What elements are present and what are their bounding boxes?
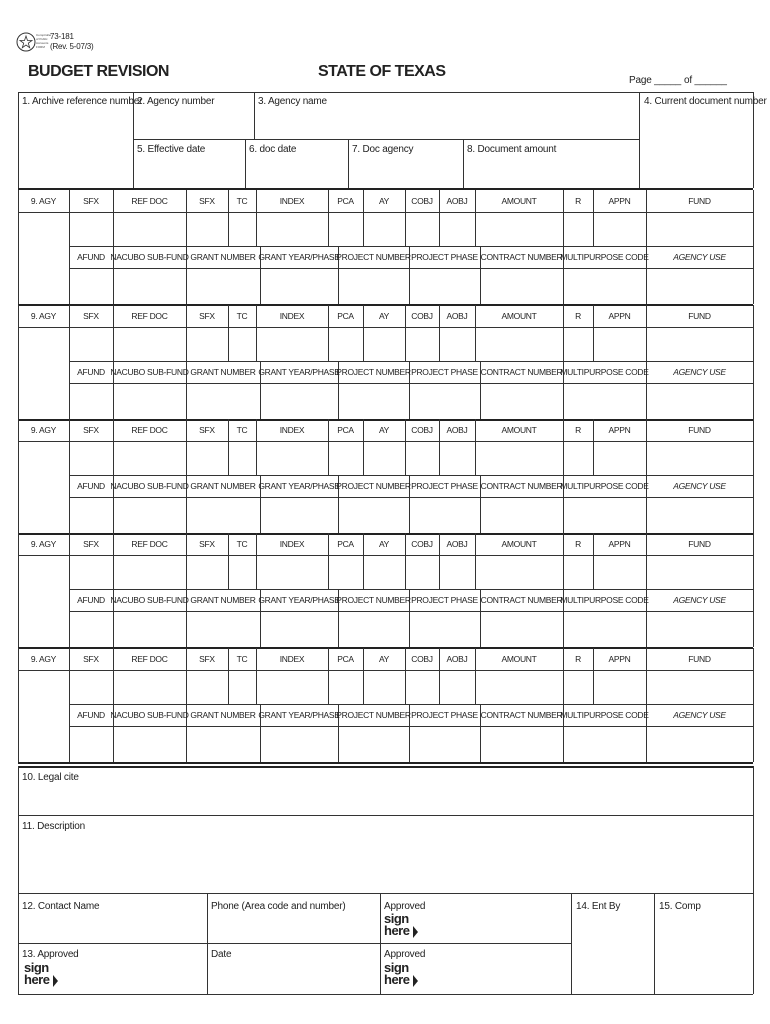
row2-header-grant-number: GRANT NUMBER: [190, 252, 256, 262]
agency-number-field[interactable]: 2. Agency number: [137, 96, 215, 107]
line-item-cell[interactable]: [363, 555, 405, 589]
line-item-cell[interactable]: [228, 555, 256, 589]
line-item-cell[interactable]: [563, 383, 646, 419]
phone-field[interactable]: Phone (Area code and number): [211, 901, 346, 912]
line-item-cell[interactable]: [439, 670, 475, 704]
row1-header-sfx: SFX: [199, 196, 215, 206]
row1-header-9-agy: 9. AGY: [30, 196, 57, 206]
line-item-cell[interactable]: [405, 327, 439, 361]
line-item-cell[interactable]: [113, 383, 186, 419]
row1-header-sfx: SFX: [83, 425, 99, 435]
line-item-cell[interactable]: [646, 212, 753, 246]
line-item-cell[interactable]: [186, 611, 260, 647]
row1-header-pca: PCA: [337, 196, 354, 206]
line-item-cell[interactable]: [405, 670, 439, 704]
line-item-cell[interactable]: [256, 327, 328, 361]
row1-header-sfx: SFX: [83, 311, 99, 321]
row2-header-project-phase: PROJECT PHASE: [411, 595, 478, 605]
line-item-cell[interactable]: [363, 327, 405, 361]
line-item-cell[interactable]: [338, 383, 409, 419]
row1-header-appn: APPN: [608, 539, 631, 549]
row1-header-ay: AY: [378, 539, 390, 549]
line-item-cell[interactable]: [69, 726, 113, 762]
row1-header-index: INDEX: [279, 425, 305, 435]
row1-header-index: INDEX: [279, 654, 305, 664]
date-field[interactable]: Date: [211, 949, 232, 960]
row1-header-sfx: SFX: [83, 196, 99, 206]
line-item-cell[interactable]: [228, 212, 256, 246]
line-item-cell[interactable]: [69, 611, 113, 647]
row2-header-afund: AFUND: [77, 252, 105, 262]
row1-header-r: R: [575, 425, 581, 435]
line-item-cell[interactable]: [113, 611, 186, 647]
row1-header-aobj: AOBJ: [446, 654, 468, 664]
row1-header-aobj: AOBJ: [446, 425, 468, 435]
line-item-cell[interactable]: [113, 555, 186, 589]
row2-header-project-number: PROJECT NUMBER: [336, 481, 411, 491]
line-item-cell[interactable]: [328, 212, 363, 246]
row1-header-cobj: COBJ: [411, 311, 433, 321]
line-item-cell[interactable]: [363, 441, 405, 475]
row2-header-nacubo-sub-fund: NACUBO SUB-FUND: [110, 367, 189, 377]
row2-header-grant-year-phase: GRANT YEAR/PHASE: [258, 367, 340, 377]
row1-header-amount: AMOUNT: [501, 425, 537, 435]
line-item-cell[interactable]: [646, 268, 753, 304]
row2-header-grant-number: GRANT NUMBER: [190, 481, 256, 491]
line-item-cell[interactable]: [69, 670, 113, 704]
line-item-cell[interactable]: [260, 383, 338, 419]
row1-header-ay: AY: [378, 425, 390, 435]
line-item-cell[interactable]: [475, 327, 563, 361]
row1-header-cobj: COBJ: [411, 196, 433, 206]
row2-header-grant-number: GRANT NUMBER: [190, 710, 256, 720]
line-item-cell[interactable]: [563, 441, 593, 475]
row2-header-agency-use: AGENCY USE: [673, 367, 726, 377]
line-item-cell[interactable]: [409, 497, 480, 533]
row1-header-aobj: AOBJ: [446, 311, 468, 321]
form-number: 73-181: [50, 32, 74, 41]
line-item-cell[interactable]: [593, 441, 646, 475]
row2-header-project-number: PROJECT NUMBER: [336, 710, 411, 720]
line-item-cell[interactable]: [563, 611, 646, 647]
line-item-cell[interactable]: [69, 441, 113, 475]
row2-header-afund: AFUND: [77, 710, 105, 720]
current-doc-number-field[interactable]: 4. Current document number: [644, 96, 767, 107]
row1-header-fund: FUND: [688, 425, 711, 435]
row1-header-ref-doc: REF DOC: [131, 654, 168, 664]
row1-header-ref-doc: REF DOC: [131, 196, 168, 206]
row1-header-ay: AY: [378, 654, 390, 664]
line-item-cell[interactable]: [186, 441, 228, 475]
top-border: [18, 92, 753, 93]
row1-header-pca: PCA: [337, 654, 354, 664]
row1-header-fund: FUND: [688, 311, 711, 321]
row1-header-fund: FUND: [688, 539, 711, 549]
line-item-cell[interactable]: [338, 611, 409, 647]
line-item-cell[interactable]: [439, 212, 475, 246]
row1-header-fund: FUND: [688, 196, 711, 206]
line-item-cell[interactable]: [439, 555, 475, 589]
line-item-cell[interactable]: [409, 726, 480, 762]
row1-header-ref-doc: REF DOC: [131, 425, 168, 435]
row1-header-tc: TC: [236, 539, 248, 549]
line-item-cell[interactable]: [69, 212, 113, 246]
seal-caption: Comptroller of Public Accounts FORM: [36, 33, 52, 49]
line-item-cell[interactable]: [338, 726, 409, 762]
row1-header-ay: AY: [378, 311, 390, 321]
ent-by-field[interactable]: 14. Ent By: [576, 901, 621, 912]
row2-header-nacubo-sub-fund: NACUBO SUB-FUND: [110, 252, 189, 262]
row1-header-appn: APPN: [608, 196, 631, 206]
line-item-cell[interactable]: [563, 726, 646, 762]
row1-header-cobj: COBJ: [411, 425, 433, 435]
line-item-cell[interactable]: [480, 268, 563, 304]
row1-header-aobj: AOBJ: [446, 196, 468, 206]
row1-header-pca: PCA: [337, 539, 354, 549]
sign-here-2: sign here: [384, 962, 418, 987]
row2-header-grant-year-phase: GRANT YEAR/PHASE: [258, 710, 340, 720]
row2-header-contract-number: CONTRACT NUMBER: [480, 481, 563, 491]
line-item-cell[interactable]: [338, 497, 409, 533]
row2-header-project-number: PROJECT NUMBER: [336, 367, 411, 377]
line-item-cell[interactable]: [593, 327, 646, 361]
line-item-cell[interactable]: [475, 212, 563, 246]
line-item-cell[interactable]: [186, 268, 260, 304]
line-item-cell[interactable]: [260, 611, 338, 647]
line-item-cell[interactable]: [328, 555, 363, 589]
row1-header-9-agy: 9. AGY: [30, 311, 57, 321]
row1-header-appn: APPN: [608, 311, 631, 321]
line-item-cell[interactable]: [405, 441, 439, 475]
row1-header-index: INDEX: [279, 196, 305, 206]
line-item-cell[interactable]: [328, 441, 363, 475]
row1-header-appn: APPN: [608, 425, 631, 435]
row1-header-aobj: AOBJ: [446, 539, 468, 549]
row2-header-nacubo-sub-fund: NACUBO SUB-FUND: [110, 710, 189, 720]
row1-header-9-agy: 9. AGY: [30, 425, 57, 435]
row1-header-9-agy: 9. AGY: [30, 654, 57, 664]
legal-cite-field[interactable]: 10. Legal cite: [22, 772, 79, 783]
row1-header-sfx: SFX: [199, 425, 215, 435]
row2-header-multipurpose-code: MULTIPURPOSE CODE: [560, 481, 649, 491]
line-item-cell[interactable]: [113, 212, 186, 246]
row1-header-9-agy: 9. AGY: [30, 539, 57, 549]
line-item-cell[interactable]: [363, 212, 405, 246]
row2-header-contract-number: CONTRACT NUMBER: [480, 252, 563, 262]
line-item-cell[interactable]: [475, 441, 563, 475]
line-item-cell[interactable]: [563, 268, 646, 304]
row1-header-amount: AMOUNT: [501, 539, 537, 549]
doc-agency-field[interactable]: 7. Doc agency: [352, 144, 414, 155]
arrow-right-icon: [413, 926, 418, 938]
comp-field[interactable]: 15. Comp: [659, 901, 701, 912]
row2-header-project-phase: PROJECT PHASE: [411, 367, 478, 377]
line-item-cell[interactable]: [186, 212, 228, 246]
row2-header-afund: AFUND: [77, 367, 105, 377]
line-item-cell[interactable]: [563, 327, 593, 361]
row1-header-sfx: SFX: [83, 539, 99, 549]
row1-header-index: INDEX: [279, 539, 305, 549]
row2-header-multipurpose-code: MULTIPURPOSE CODE: [560, 252, 649, 262]
line-item-cell[interactable]: [256, 555, 328, 589]
line-item-cell[interactable]: [646, 327, 753, 361]
row2-header-grant-year-phase: GRANT YEAR/PHASE: [258, 252, 340, 262]
line-item-cell[interactable]: [439, 327, 475, 361]
row2-header-project-phase: PROJECT PHASE: [411, 252, 478, 262]
line-item-cell[interactable]: [409, 268, 480, 304]
row1-header-appn: APPN: [608, 654, 631, 664]
row2-header-grant-year-phase: GRANT YEAR/PHASE: [258, 595, 340, 605]
line-item-cell[interactable]: [563, 670, 593, 704]
row1-header-sfx: SFX: [199, 311, 215, 321]
line-item-cell[interactable]: [363, 670, 405, 704]
line-item-cell[interactable]: [186, 327, 228, 361]
line-item-cell[interactable]: [646, 555, 753, 589]
line-item-cell[interactable]: [228, 327, 256, 361]
line-item-cell[interactable]: [480, 383, 563, 419]
arrow-right-icon: [413, 975, 418, 987]
line-item-cell[interactable]: [405, 212, 439, 246]
row2-header-agency-use: AGENCY USE: [673, 252, 726, 262]
form-revision: (Rev. 5-07/3): [50, 42, 94, 51]
line-item-cell[interactable]: [480, 726, 563, 762]
description-field[interactable]: 11. Description: [22, 821, 85, 832]
line-item-cell[interactable]: [69, 383, 113, 419]
sign-here-13: sign here: [24, 962, 58, 987]
row1-header-ref-doc: REF DOC: [131, 539, 168, 549]
row1-header-tc: TC: [236, 311, 248, 321]
page-of-label[interactable]: of ______: [684, 75, 727, 86]
line-item-cell[interactable]: [593, 555, 646, 589]
line-item-cell[interactable]: [186, 670, 228, 704]
sign-here-1: sign here: [384, 913, 418, 938]
line-item-cell[interactable]: [113, 327, 186, 361]
row2-header-contract-number: CONTRACT NUMBER: [480, 710, 563, 720]
row1-header-cobj: COBJ: [411, 539, 433, 549]
row1-header-tc: TC: [236, 196, 248, 206]
row1-header-pca: PCA: [337, 311, 354, 321]
line-item-cell[interactable]: [328, 327, 363, 361]
row2-header-afund: AFUND: [77, 481, 105, 491]
row2-header-project-phase: PROJECT PHASE: [411, 481, 478, 491]
row1-header-ay: AY: [378, 196, 390, 206]
row2-header-multipurpose-code: MULTIPURPOSE CODE: [560, 367, 649, 377]
line-item-cell[interactable]: [69, 555, 113, 589]
archive-ref-field[interactable]: 1. Archive reference number: [22, 96, 143, 107]
doc-amount-field[interactable]: 8. Document amount: [467, 144, 557, 155]
row2-header-afund: AFUND: [77, 595, 105, 605]
line-item-cell[interactable]: [480, 611, 563, 647]
line-item-cell[interactable]: [475, 670, 563, 704]
line-item-cell[interactable]: [113, 441, 186, 475]
row1-header-pca: PCA: [337, 425, 354, 435]
contact-name-field[interactable]: 12. Contact Name: [22, 901, 100, 912]
line-item-cell[interactable]: [186, 555, 228, 589]
line-item-cell[interactable]: [186, 726, 260, 762]
row2-header-contract-number: CONTRACT NUMBER: [480, 595, 563, 605]
row2-header-nacubo-sub-fund: NACUBO SUB-FUND: [110, 595, 189, 605]
row2-header-grant-year-phase: GRANT YEAR/PHASE: [258, 481, 340, 491]
doc-date-field[interactable]: 6. doc date: [249, 144, 297, 155]
line-item-cell[interactable]: [646, 611, 753, 647]
line-item-cell[interactable]: [228, 670, 256, 704]
row2-header-grant-number: GRANT NUMBER: [190, 367, 256, 377]
line-item-cell[interactable]: [256, 441, 328, 475]
line-item-cell[interactable]: [480, 497, 563, 533]
comptroller-seal-icon: [16, 32, 36, 52]
state-title: STATE OF TEXAS: [318, 63, 446, 80]
row2-header-contract-number: CONTRACT NUMBER: [480, 367, 563, 377]
line-item-cell[interactable]: [69, 268, 113, 304]
row2-header-project-number: PROJECT NUMBER: [336, 595, 411, 605]
line-item-cell[interactable]: [563, 555, 593, 589]
line-item-cell[interactable]: [186, 383, 260, 419]
line-item-cell[interactable]: [593, 670, 646, 704]
line-item-cell[interactable]: [646, 670, 753, 704]
line-item-cell[interactable]: [113, 497, 186, 533]
agency-name-field[interactable]: 3. Agency name: [258, 96, 327, 107]
arrow-right-icon: [53, 975, 58, 987]
approved-13-field[interactable]: 13. Approved: [22, 949, 79, 960]
row2-header-agency-use: AGENCY USE: [673, 710, 726, 720]
row1-header-fund: FUND: [688, 654, 711, 664]
line-item-cell[interactable]: [409, 383, 480, 419]
row1-header-r: R: [575, 539, 581, 549]
form-title: BUDGET REVISION: [28, 63, 169, 80]
line-item-cell[interactable]: [260, 726, 338, 762]
row1-header-sfx: SFX: [83, 654, 99, 664]
row1-header-r: R: [575, 654, 581, 664]
row1-header-sfx: SFX: [199, 654, 215, 664]
row1-header-r: R: [575, 196, 581, 206]
line-item-cell[interactable]: [405, 555, 439, 589]
row1-header-sfx: SFX: [199, 539, 215, 549]
approved-field-1[interactable]: Approved: [384, 901, 426, 912]
row1-header-tc: TC: [236, 425, 248, 435]
line-item-cell[interactable]: [260, 268, 338, 304]
row1-header-ref-doc: REF DOC: [131, 311, 168, 321]
line-item-cell[interactable]: [69, 497, 113, 533]
line-item-cell[interactable]: [113, 670, 186, 704]
line-item-cell[interactable]: [563, 497, 646, 533]
line-item-cell[interactable]: [338, 268, 409, 304]
line-item-cell[interactable]: [328, 670, 363, 704]
line-item-cell[interactable]: [113, 726, 186, 762]
line-item-cell[interactable]: [646, 726, 753, 762]
row2-header-nacubo-sub-fund: NACUBO SUB-FUND: [110, 481, 189, 491]
row1-header-tc: TC: [236, 654, 248, 664]
row2-header-agency-use: AGENCY USE: [673, 481, 726, 491]
row2-header-project-number: PROJECT NUMBER: [336, 252, 411, 262]
line-item-cell[interactable]: [646, 383, 753, 419]
row1-header-index: INDEX: [279, 311, 305, 321]
line-item-cell[interactable]: [256, 212, 328, 246]
effective-date-field[interactable]: 5. Effective date: [137, 144, 206, 155]
line-item-cell[interactable]: [646, 497, 753, 533]
line-item-cell[interactable]: [186, 497, 260, 533]
approved-field-2[interactable]: Approved: [384, 949, 426, 960]
line-item-cell[interactable]: [593, 212, 646, 246]
line-item-cell[interactable]: [113, 268, 186, 304]
row2-header-multipurpose-code: MULTIPURPOSE CODE: [560, 595, 649, 605]
row1-header-r: R: [575, 311, 581, 321]
row2-header-agency-use: AGENCY USE: [673, 595, 726, 605]
line-item-cell[interactable]: [228, 441, 256, 475]
row1-header-cobj: COBJ: [411, 654, 433, 664]
line-item-cell[interactable]: [439, 441, 475, 475]
page-label[interactable]: Page _____: [629, 75, 681, 86]
row1-header-amount: AMOUNT: [501, 311, 537, 321]
row2-header-grant-number: GRANT NUMBER: [190, 595, 256, 605]
line-item-cell[interactable]: [69, 327, 113, 361]
row2-header-multipurpose-code: MULTIPURPOSE CODE: [560, 710, 649, 720]
line-item-cell[interactable]: [256, 670, 328, 704]
line-item-cell[interactable]: [475, 555, 563, 589]
row1-header-amount: AMOUNT: [501, 196, 537, 206]
row2-header-project-phase: PROJECT PHASE: [411, 710, 478, 720]
row1-header-amount: AMOUNT: [501, 654, 537, 664]
line-item-cell[interactable]: [563, 212, 593, 246]
line-item-cell[interactable]: [260, 497, 338, 533]
line-item-cell[interactable]: [409, 611, 480, 647]
line-item-cell[interactable]: [646, 441, 753, 475]
